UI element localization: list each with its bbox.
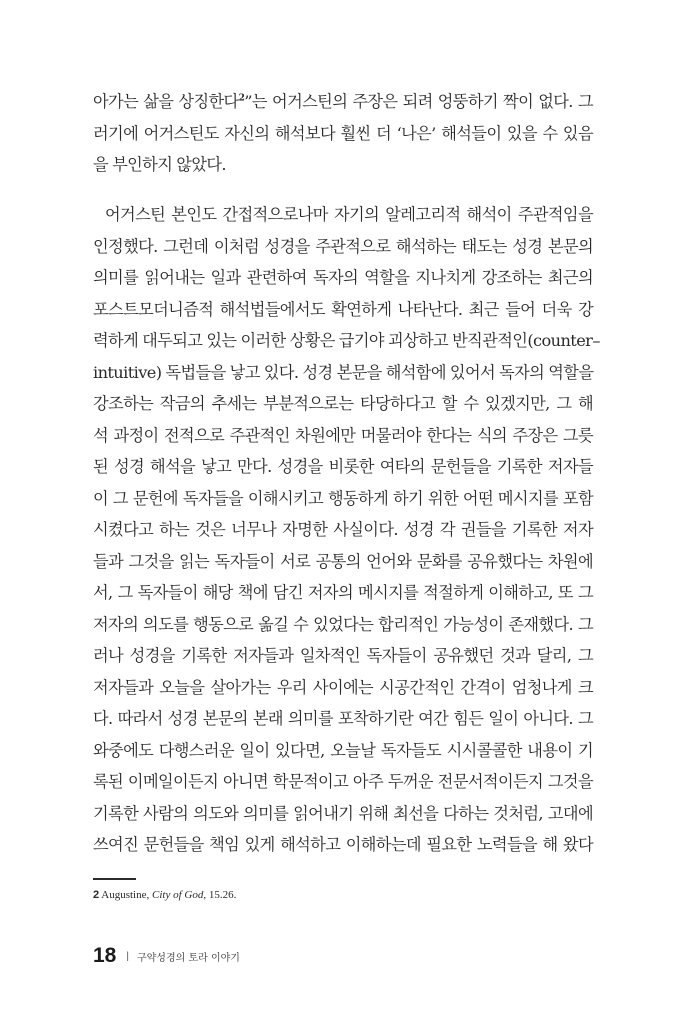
- body-line: 강조하는 작금의 추세는 부분적으로는 타당하다고 할 수 있겠지만, 그 해: [93, 394, 593, 413]
- body-line: 러나 성경을 기록한 저자들과 일차적인 독자들이 공유했던 것과 달리, 그: [93, 646, 593, 665]
- body-line: 쓰여진 문헌들을 책임 있게 해석하고 이해하는데 필요한 노력들을 해 왔다: [93, 835, 593, 854]
- body-line: 다. 따라서 성경 본문의 본래 의미를 포착하기란 여간 힘든 일이 아니다. 그: [93, 709, 593, 728]
- body-line: 인정했다. 그런데 이처럼 성경을 주관적으로 해석하는 태도는 성경 본문의: [93, 236, 593, 256]
- page-number: 18: [93, 944, 117, 967]
- body-line-1-end: ”는 어거스틴의 주장은 되려 엉뚱하기 짝이 없다. 그: [244, 92, 593, 111]
- body-line-1: [93, 86, 593, 118]
- body-line: 의미를 읽어내는 일과 관련하여 독자의 역할을 지나치게 강조하는 최근의: [93, 268, 593, 287]
- footnote-reference-text: 15.26.: [208, 889, 237, 901]
- running-book-title: 구약성경의 토라 이야기: [136, 952, 240, 964]
- body-line: 저자들과 오늘을 살아가는 우리 사이에는 시공간적인 간격이 엄청나게 크: [93, 677, 593, 697]
- paragraph-continuation: [93, 86, 593, 181]
- footnote: 2 Augustine, City of God, 15.26.: [93, 889, 237, 901]
- page-footer: [93, 944, 240, 968]
- body-line: intuitive) 독법들을 낳고 있다. 성경 본문을 해석함에 있어서 독자의 역할을: [93, 362, 594, 382]
- footnote-number: 2: [93, 889, 100, 901]
- body-line: 서, 그 독자들이 해당 책에 담긴 저자의 메시지를 적절하게 이해하고, 또 그: [93, 583, 593, 602]
- footnote-divider: [93, 878, 136, 880]
- body-line: 이 그 문헌에 독자들을 이해시키고 행동하게 하기 위한 어떤 메시지를 포함: [93, 488, 593, 508]
- body-line: 록된 이메일이든지 아니면 학문적이고 아주 두꺼운 전문서적이든지 그것을: [93, 772, 593, 791]
- body-line: 된 성경 해석을 낳고 만다. 성경을 비롯한 여타의 문헌들을 기록한 저자들: [93, 457, 593, 476]
- body-line-2: 러기에 어거스틴도 자신의 해석보다 훨씬 더 ‘나은’ 해석들이 있을 수 있음: [93, 123, 593, 143]
- footnote-work-title: City of God: [152, 889, 204, 901]
- footnote-reference[interactable]: 2: [238, 93, 245, 104]
- body-line: 어거스틴 본인도 간접적으로나마 자기의 알레고리적 해석이 주관적임을: [105, 205, 593, 224]
- body-line: 포스트모더니즘적 해석법들에서도 확연하게 나타난다. 최근 들어 더욱 강: [93, 299, 593, 319]
- body-line: 저자의 의도를 행동으로 옮길 수 있었다는 합리적인 가능성이 존재했다. 그: [93, 614, 593, 634]
- footnote-author: Augustine: [101, 889, 147, 901]
- body-line: 력하게 대두되고 있는 이러한 상황은 급기야 괴상하고 반직관적인(counter–: [93, 331, 600, 350]
- footer-separator: |: [126, 950, 129, 962]
- body-line: 석 과정이 전적으로 주관적인 차원에만 머물러야 한다는 식의 주장은 그릇: [93, 425, 593, 445]
- paragraph-main: [93, 199, 600, 861]
- body-line: 기록한 사람의 의도와 의미를 읽어내기 위해 최선을 다하는 것처럼, 고대에: [93, 803, 593, 823]
- body-line: 들과 그것을 읽는 독자들이 서로 공통의 언어와 문화를 공유했다는 차원에: [93, 551, 593, 571]
- body-line-1-start: 아가는 삶을 상징한다: [93, 92, 239, 111]
- body-line: 시켰다고 하는 것은 너무나 자명한 사실이다. 성경 각 권들을 기록한 저자: [93, 520, 593, 539]
- body-line-3: 을 부인하지 않았다.: [93, 155, 226, 174]
- body-line: 와중에도 다행스러운 일이 있다면, 오늘날 독자들도 시시콜콜한 내용이 기: [93, 740, 593, 760]
